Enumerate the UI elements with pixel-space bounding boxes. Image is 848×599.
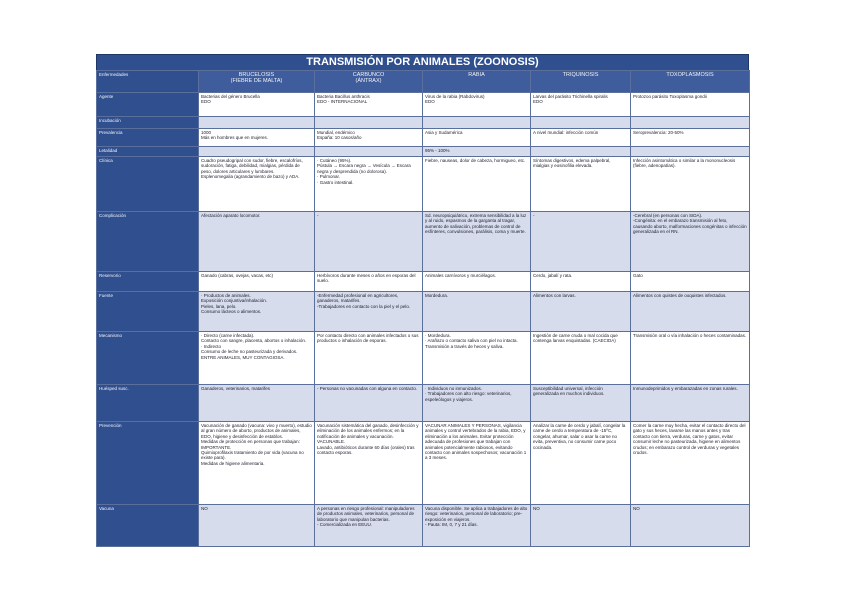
disease-header-brucelosis: BRUCELOSIS (FIEBRE DE MALTA) bbox=[199, 71, 315, 93]
table-row bbox=[97, 385, 750, 422]
row-label: Incubación bbox=[97, 117, 199, 129]
table-cell: Ganado (cabras, ovejas, vacas, etc) bbox=[199, 272, 315, 292]
table-cell: Fiebre, nauseas, dolor de cabeza, hormigueo, etc. bbox=[423, 157, 531, 212]
table-cell: Animales carnívoros y murciélagos. bbox=[423, 272, 531, 292]
row-label: Letalidad bbox=[97, 147, 199, 157]
zoonosis-table-sheet bbox=[96, 54, 749, 547]
table-cell: Síntomas digestivos, edema palpebral, mialgias y eosinofilia elevada. bbox=[531, 157, 631, 212]
table-cell: 1000 Más en hombres que en mujeres. bbox=[199, 129, 315, 147]
table-cell: 95% - 100% bbox=[423, 147, 531, 157]
table-row bbox=[97, 332, 750, 385]
table-cell: Por contacto directo con animales infectados o sus productos o inhalación de esporas. bbox=[315, 332, 423, 385]
disease-header-rabia: RABIA bbox=[423, 71, 531, 93]
row-label: Clínica bbox=[97, 157, 199, 212]
table-cell bbox=[631, 147, 750, 157]
table-cell: Transmisión oral o vía inhalación o heces contaminadas. bbox=[631, 332, 750, 385]
table-cell: Herbívoros durante meses o años en esporas del suelo. bbox=[315, 272, 423, 292]
table-cell: Mundial, endémico España: 10 casos/año bbox=[315, 129, 423, 147]
disease-header-toxoplasmosis: TOXOPLASMOSIS bbox=[631, 71, 750, 93]
disease-header-triquinosis: TRIQUINOSIS bbox=[531, 71, 631, 93]
table-cell: Bacterias del género Brucella EDO bbox=[199, 93, 315, 117]
table-cell: NO bbox=[531, 505, 631, 547]
table-cell: Vacuna disponible. Se aplica a trabajadores de alto riesgo: veterinarios, personal de laboratorio; pre-exposición en viajeros. - Pauta: IM, 0, 7 y 21 días. bbox=[423, 505, 531, 547]
row-label: Huésped susc. bbox=[97, 385, 199, 422]
table-cell: Larvas del parásito Trichinella spiralis EDO bbox=[531, 93, 631, 117]
table-row bbox=[97, 157, 750, 212]
table-cell: Ganaderos, veterinarios, matarifes bbox=[199, 385, 315, 422]
table-cell bbox=[315, 147, 423, 157]
table-cell bbox=[199, 147, 315, 157]
table-cell bbox=[423, 117, 531, 129]
table-row bbox=[97, 129, 750, 147]
table-cell: -Cerebral (en personas con SIDA). -Congénita: en el embarazo transmisión al feto, causando aborto, malformaciones congénitas o infección generalizada en el RN. bbox=[631, 212, 750, 272]
table-row bbox=[97, 117, 750, 129]
row-label: Mecanismo bbox=[97, 332, 199, 385]
table-cell: Ingestión de carne cruda o mal cocida que contenga larvas enquistadas. (CAECIDA) bbox=[531, 332, 631, 385]
table-cell: Analizar la carne de cerdo y jabalí, congelar la carne de cerdo a temperatura de -15ºC, congelar, ahumar, salar o asar la carne no evita, preventiva, no consumir carne poco cocinada. bbox=[531, 422, 631, 505]
table-cell: Alimentos con quistes de ooquistes infectados. bbox=[631, 292, 750, 332]
table-cell: NO bbox=[631, 505, 750, 547]
table-cell: Cerdo, jabalí y rata. bbox=[531, 272, 631, 292]
table-cell: Protozoo parásito Toxoplasma gondii bbox=[631, 93, 750, 117]
table-cell: Susceptibilidad universal, infección generalizada en muchos individuos. bbox=[531, 385, 631, 422]
table-cell: Cuadro pseudogripal con sudor, fiebre, escalofríos, sudoración, fatiga, debilidad, mialgias, pérdida de peso, dolores articulares y lumbares. Esplenomegalia (agrandamiento de bazo) y ADA. bbox=[199, 157, 315, 212]
table-cell: Gato bbox=[631, 272, 750, 292]
table-row bbox=[97, 505, 750, 547]
table-cell bbox=[531, 117, 631, 129]
table-cell: A personas en riesgo profesional: manipuladores de productos animales, veterinarios, personal de laboratorio que manipulan bacterias. - Comercializada en EEUU. bbox=[315, 505, 423, 547]
table-cell bbox=[315, 117, 423, 129]
table-cell: -Enfermedad profesional en agricultores, ganaderos, matarifes. -Trabajadores en contacto con la piel y el pelo. bbox=[315, 292, 423, 332]
table-cell: Bacteria Bacillus anthracis EDO - INTERNACIONAL bbox=[315, 93, 423, 117]
table-cell bbox=[631, 117, 750, 129]
row-label: Vacuna bbox=[97, 505, 199, 547]
table-cell: - bbox=[531, 212, 631, 272]
table-cell: Vacunación de ganado (vacuna: vivo y muerto), estudio al gran número de aborto, productos de animales, EDO, higiene y desinfección de establos. Medidas de protección en personas que trabajan: IMPORTANTE. Quimioprofilaxis tratamiento de por vida (vacuna no existe para). Medidas de higiene alimentaria. bbox=[199, 422, 315, 505]
table-cell: Inmunodeprimidos y embarazadas en zonas rurales. bbox=[631, 385, 750, 422]
row-label: Prevención bbox=[97, 422, 199, 505]
table-cell: Virus de la rabia (Rabdovirus) EDO bbox=[423, 93, 531, 117]
table-cell: · Cutáneo (95%). Pústula → Escara negra → Vesícula → Escara negra y desprendida (no dolorosa). · Pulmonar. · Gastro intestinal. bbox=[315, 157, 423, 212]
table-title: TRANSMISIÓN POR ANIMALES (ZOONOSIS) bbox=[96, 54, 749, 70]
zoonosis-table bbox=[96, 70, 750, 547]
header-label: Enfermedades bbox=[97, 71, 199, 93]
row-label: Fuente bbox=[97, 292, 199, 332]
table-row bbox=[97, 93, 750, 117]
table-cell: Infección asintomática o similar a la mononucleosis (fiebre, adenopatías). bbox=[631, 157, 750, 212]
header-row bbox=[97, 71, 750, 93]
table-row bbox=[97, 272, 750, 292]
table-cell: Seroprevalencia: 20-50% bbox=[631, 129, 750, 147]
table-cell: Comer la carne muy hecha, evitar el contacto directo del gato y sus heces, lavarse las manos antes y tras contacto con tierra, verduras, carne y gatos, evitar consumir leche no pasteurizada, higiene en alimentos crudos; en embarazo control de verduras y vegetales crudos. bbox=[631, 422, 750, 505]
table-cell: - Personas no vacunadas con alguna en contacto. bbox=[315, 385, 423, 422]
row-label: Reservorio bbox=[97, 272, 199, 292]
row-label: Prevalencia bbox=[97, 129, 199, 147]
table-row bbox=[97, 422, 750, 505]
table-row bbox=[97, 147, 750, 157]
row-label: Complicación bbox=[97, 212, 199, 272]
table-cell: · Productos de animales. Exposición conjuntiva/inhalación. Pieles, lana, pelo. Consumo lácteos o alimentos. bbox=[199, 292, 315, 332]
table-cell bbox=[199, 117, 315, 129]
row-label: Agente bbox=[97, 93, 199, 117]
table-cell: · Mordedura. · Arañazo o contacto saliva con piel no intacta. Transmisión a través de heces y saliva. bbox=[423, 332, 531, 385]
table-cell: - bbox=[315, 212, 423, 272]
table-cell: Asia y Sudamérica bbox=[423, 129, 531, 147]
table-cell: A nivel mundial: infección común bbox=[531, 129, 631, 147]
table-row bbox=[97, 212, 750, 272]
table-cell: Vacunación sistemática del ganado, desinfección y eliminación de los animales enfermos; en la notificación de animales y vacunación. VACUNABLE. Lavado, antibióticos durante 60 días (orales) tras contacto esporas. bbox=[315, 422, 423, 505]
table-row bbox=[97, 292, 750, 332]
table-cell: Alimentos con larvas. bbox=[531, 292, 631, 332]
table-cell: Sd. neuropsiquiátrico, extrema sensibilidad a la luz y al ruido, espasmos de la garganta al tragar, aumento de salivación, problemas de control de esfínteres, convulsiones, parálisis, coma y muerte. bbox=[423, 212, 531, 272]
table-cell: · Directo (carne infectada). Contacto con sangre, placenta, abortos o inhalación. · Indirecto Consumo de leche no pasteurizada y derivados. ENTRE ANIMALES, MUY CONTAGIOSA. bbox=[199, 332, 315, 385]
table-cell: Mordedura. bbox=[423, 292, 531, 332]
disease-header-carbunco: CARBUNCO (ÁNTRAX) bbox=[315, 71, 423, 93]
table-cell: VACUNAR ANIMALES Y PERSONAS, vigilancia animales y control vertebrados de la rabia, EDO, y eliminación a los animales. Evitar protección adecuada de profesiones que trabajan con animales potencialmente rabiosos, evitando contacto con animales sospechosos; vacunación 1 a 3 meses. bbox=[423, 422, 531, 505]
table-cell: Afectación aparato locomotor. bbox=[199, 212, 315, 272]
table-cell: NO bbox=[199, 505, 315, 547]
table-cell bbox=[531, 147, 631, 157]
table-cell: · Individuos no inmunizados. · Trabajadores con alto riesgo: veterinarios, espeleólogos y viajeros. bbox=[423, 385, 531, 422]
